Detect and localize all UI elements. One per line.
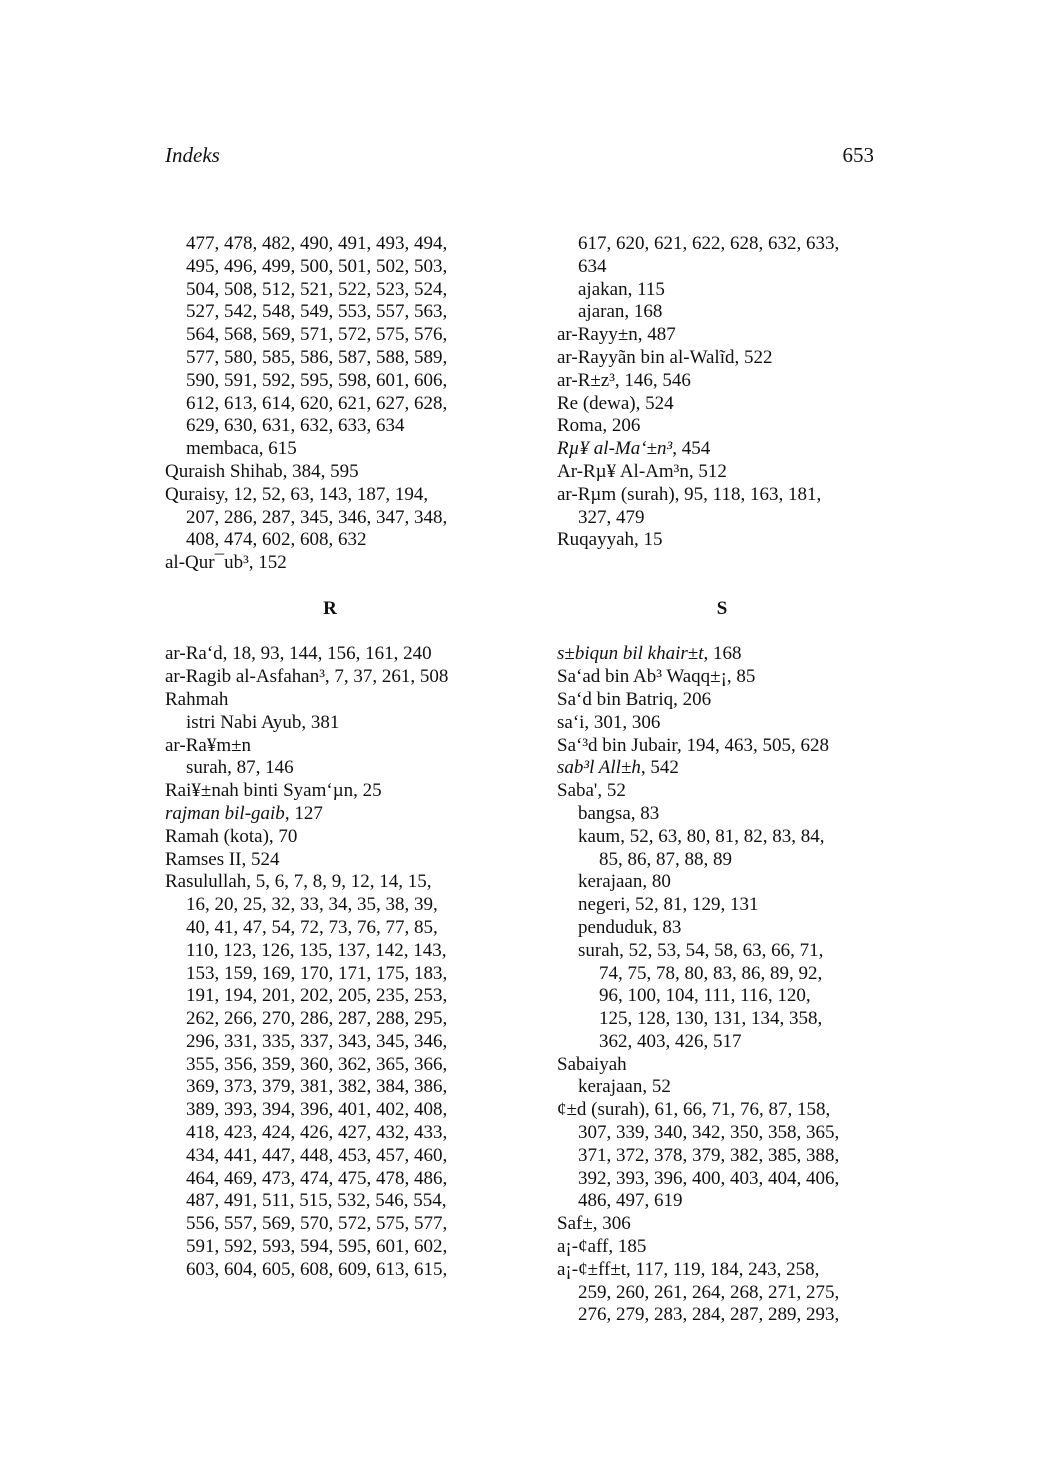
index-line: 617, 620, 621, 622, 628, 632, 633, xyxy=(578,233,840,254)
index-line: Rai¥±nah binti Syam‘µn, 25 xyxy=(165,780,382,802)
index-line: sa‘i, 301, 306 xyxy=(557,711,661,733)
index-line: 371, 372, 378, 379, 382, 385, 388, xyxy=(578,1144,840,1166)
index-line: 74, 75, 78, 80, 83, 86, 89, 92, xyxy=(599,962,823,984)
index-line: ar-Rµm (surah), 95, 118, 163, 181, xyxy=(557,483,822,505)
index-line: 634 xyxy=(578,255,607,277)
page-title: Indeks xyxy=(165,143,220,167)
index-line: 369, 373, 379, 381, 382, 384, 386, xyxy=(186,1076,448,1098)
index-line: ajaran, 168 xyxy=(578,301,663,323)
index-line: ar-Rayy±n, 487 xyxy=(557,324,676,346)
section-letter: R xyxy=(323,597,337,619)
index-line: 564, 568, 569, 571, 572, 575, 576, xyxy=(186,324,448,346)
index-line: istri Nabi Ayub, 381 xyxy=(186,711,340,733)
index-line: 408, 474, 602, 608, 632 xyxy=(186,529,367,551)
index-line: Saba', 52 xyxy=(557,780,626,802)
index-line: 276, 279, 283, 284, 287, 289, 293, xyxy=(578,1304,840,1326)
section-gap xyxy=(557,552,887,575)
index-line: 355, 356, 359, 360, 362, 365, 366, xyxy=(186,1053,448,1075)
index-line: ¢±d (surah), 61, 66, 71, 76, 87, 158, xyxy=(557,1099,831,1121)
section-gap xyxy=(165,575,495,598)
index-line: Sa‘³d bin Jubair, 194, 463, 505, 628 xyxy=(557,734,829,756)
index-line: ar-Ra‘d, 18, 93, 144, 156, 161, 240 xyxy=(165,643,432,665)
index-line: 389, 393, 394, 396, 401, 402, 408, xyxy=(186,1099,448,1121)
index-line: 434, 441, 447, 448, 453, 457, 460, xyxy=(186,1144,448,1166)
index-line: ar-Rayyãn bin al-Walĩd, 522 xyxy=(557,346,773,368)
index-line: 392, 393, 396, 400, 403, 404, 406, xyxy=(578,1167,840,1189)
index-line: surah, 52, 53, 54, 58, 63, 66, 71, xyxy=(578,939,824,961)
index-line: Roma, 206 xyxy=(557,415,641,437)
index-term-italic: sab³l All±h xyxy=(557,757,641,779)
index-line: ar-Ragib al-Asfahan³, 7, 37, 261, 508 xyxy=(165,666,449,688)
index-line: Ruqayyah, 15 xyxy=(557,529,663,551)
index-line: 207, 286, 287, 345, 346, 347, 348, xyxy=(186,506,448,528)
index-line: Sabaiyah xyxy=(557,1053,627,1075)
index-line: 629, 630, 631, 632, 633, 634 xyxy=(186,415,405,437)
index-line: negeri, 52, 81, 129, 131 xyxy=(578,894,759,916)
section-gap xyxy=(557,575,887,598)
index-line: 556, 557, 569, 570, 572, 575, 577, xyxy=(186,1213,448,1235)
index-line: 612, 613, 614, 620, 621, 627, 628, xyxy=(186,392,448,414)
index-line: a¡-¢aff, 185 xyxy=(557,1236,647,1258)
index-line: 153, 159, 169, 170, 171, 175, 183, xyxy=(186,962,448,984)
section-gap xyxy=(165,621,495,644)
index-line: 40, 41, 47, 54, 72, 73, 76, 77, 85, xyxy=(186,916,438,938)
index-line: Ramah (kota), 70 xyxy=(165,825,298,847)
index-line: 504, 508, 512, 521, 522, 523, 524, xyxy=(186,278,448,300)
index-line: 591, 592, 593, 594, 595, 601, 602, xyxy=(186,1236,448,1258)
index-line: 495, 496, 499, 500, 501, 502, 503, xyxy=(186,255,448,277)
index-line: 486, 497, 619 xyxy=(578,1190,683,1212)
index-line: penduduk, 83 xyxy=(578,916,682,938)
index-line: 296, 331, 335, 337, 343, 345, 346, xyxy=(186,1030,448,1052)
running-header xyxy=(165,143,874,171)
index-line: bangsa, 83 xyxy=(578,802,660,824)
index-line: 527, 542, 548, 549, 553, 557, 563, xyxy=(186,301,448,323)
index-column-right xyxy=(557,233,887,1327)
index-term-italic: s±biqun bil khair±t xyxy=(557,643,704,665)
index-line: Rµ¥ al-Ma‘±n³, 454 xyxy=(557,438,711,460)
index-line: ar-Ra¥m±n xyxy=(165,734,252,756)
index-line: 603, 604, 605, 608, 609, 613, 615, xyxy=(186,1258,448,1280)
index-line: Quraisy, 12, 52, 63, 143, 187, 194, xyxy=(165,483,429,505)
index-line: 590, 591, 592, 595, 598, 601, 606, xyxy=(186,369,448,391)
index-line: 464, 469, 473, 474, 475, 478, 486, xyxy=(186,1167,448,1189)
index-line: 96, 100, 104, 111, 116, 120, xyxy=(599,985,811,1007)
index-line: 259, 260, 261, 264, 268, 271, 275, xyxy=(578,1281,840,1303)
index-line: 327, 479 xyxy=(578,506,645,528)
index-line: Sa‘d bin Batriq, 206 xyxy=(557,688,712,710)
index-line: al-Qur¯ub³, 152 xyxy=(165,552,287,574)
index-line: 110, 123, 126, 135, 137, 142, 143, xyxy=(186,939,447,961)
index-line: 362, 403, 426, 517 xyxy=(599,1030,742,1052)
index-line: 477, 478, 482, 490, 491, 493, 494, xyxy=(186,233,448,254)
index-line: 262, 266, 270, 286, 287, 288, 295, xyxy=(186,1008,448,1030)
section-letter: S xyxy=(716,597,728,619)
index-line: 125, 128, 130, 131, 134, 358, xyxy=(599,1008,823,1030)
index-line: s±biqun bil khair±t, 168 xyxy=(557,643,742,665)
index-line: kerajaan, 80 xyxy=(578,871,671,893)
index-term-italic: rajman bil-gaib xyxy=(165,802,285,824)
index-line: 577, 580, 585, 586, 587, 588, 589, xyxy=(186,346,448,368)
index-term-italic: Rµ¥ al-Ma‘±n³ xyxy=(557,438,673,460)
index-line: Sa‘ad bin Ab³ Waqq±¡, 85 xyxy=(557,666,756,688)
index-line: 191, 194, 201, 202, 205, 235, 253, xyxy=(186,985,448,1007)
page-number: 653 xyxy=(842,143,874,167)
index-line: Ramses II, 524 xyxy=(165,848,280,870)
index-line: Rahmah xyxy=(165,688,229,710)
index-line: membaca, 615 xyxy=(186,438,297,460)
index-line: Rasulullah, 5, 6, 7, 8, 9, 12, 14, 15, xyxy=(165,871,432,893)
index-column-left xyxy=(165,233,495,1282)
index-line: ajakan, 115 xyxy=(578,278,665,300)
index-line: a¡-¢±ff±t, 117, 119, 184, 243, 258, xyxy=(557,1258,820,1280)
index-line: Re (dewa), 524 xyxy=(557,392,674,414)
index-line: 418, 423, 424, 426, 427, 432, 433, xyxy=(186,1122,448,1144)
index-line: kaum, 52, 63, 80, 81, 82, 83, 84, xyxy=(578,825,825,847)
section-gap xyxy=(557,621,887,644)
index-line: kerajaan, 52 xyxy=(578,1076,671,1098)
index-line: 85, 86, 87, 88, 89 xyxy=(599,848,732,870)
index-line: Saf±, 306 xyxy=(557,1213,631,1235)
index-line: Ar-Rµ¥ Al-Am³n, 512 xyxy=(557,460,727,482)
index-line: 16, 20, 25, 32, 33, 34, 35, 38, 39, xyxy=(186,894,438,916)
index-line: sab³l All±h, 542 xyxy=(557,757,679,779)
index-line: surah, 87, 146 xyxy=(186,757,294,779)
index-line: 487, 491, 511, 515, 532, 546, 554, xyxy=(186,1190,447,1212)
index-line: rajman bil-gaib, 127 xyxy=(165,802,323,824)
index-line: ar-R±z³, 146, 546 xyxy=(557,369,691,391)
index-line: Quraish Shihab, 384, 595 xyxy=(165,460,359,482)
index-line: 307, 339, 340, 342, 350, 358, 365, xyxy=(578,1122,840,1144)
